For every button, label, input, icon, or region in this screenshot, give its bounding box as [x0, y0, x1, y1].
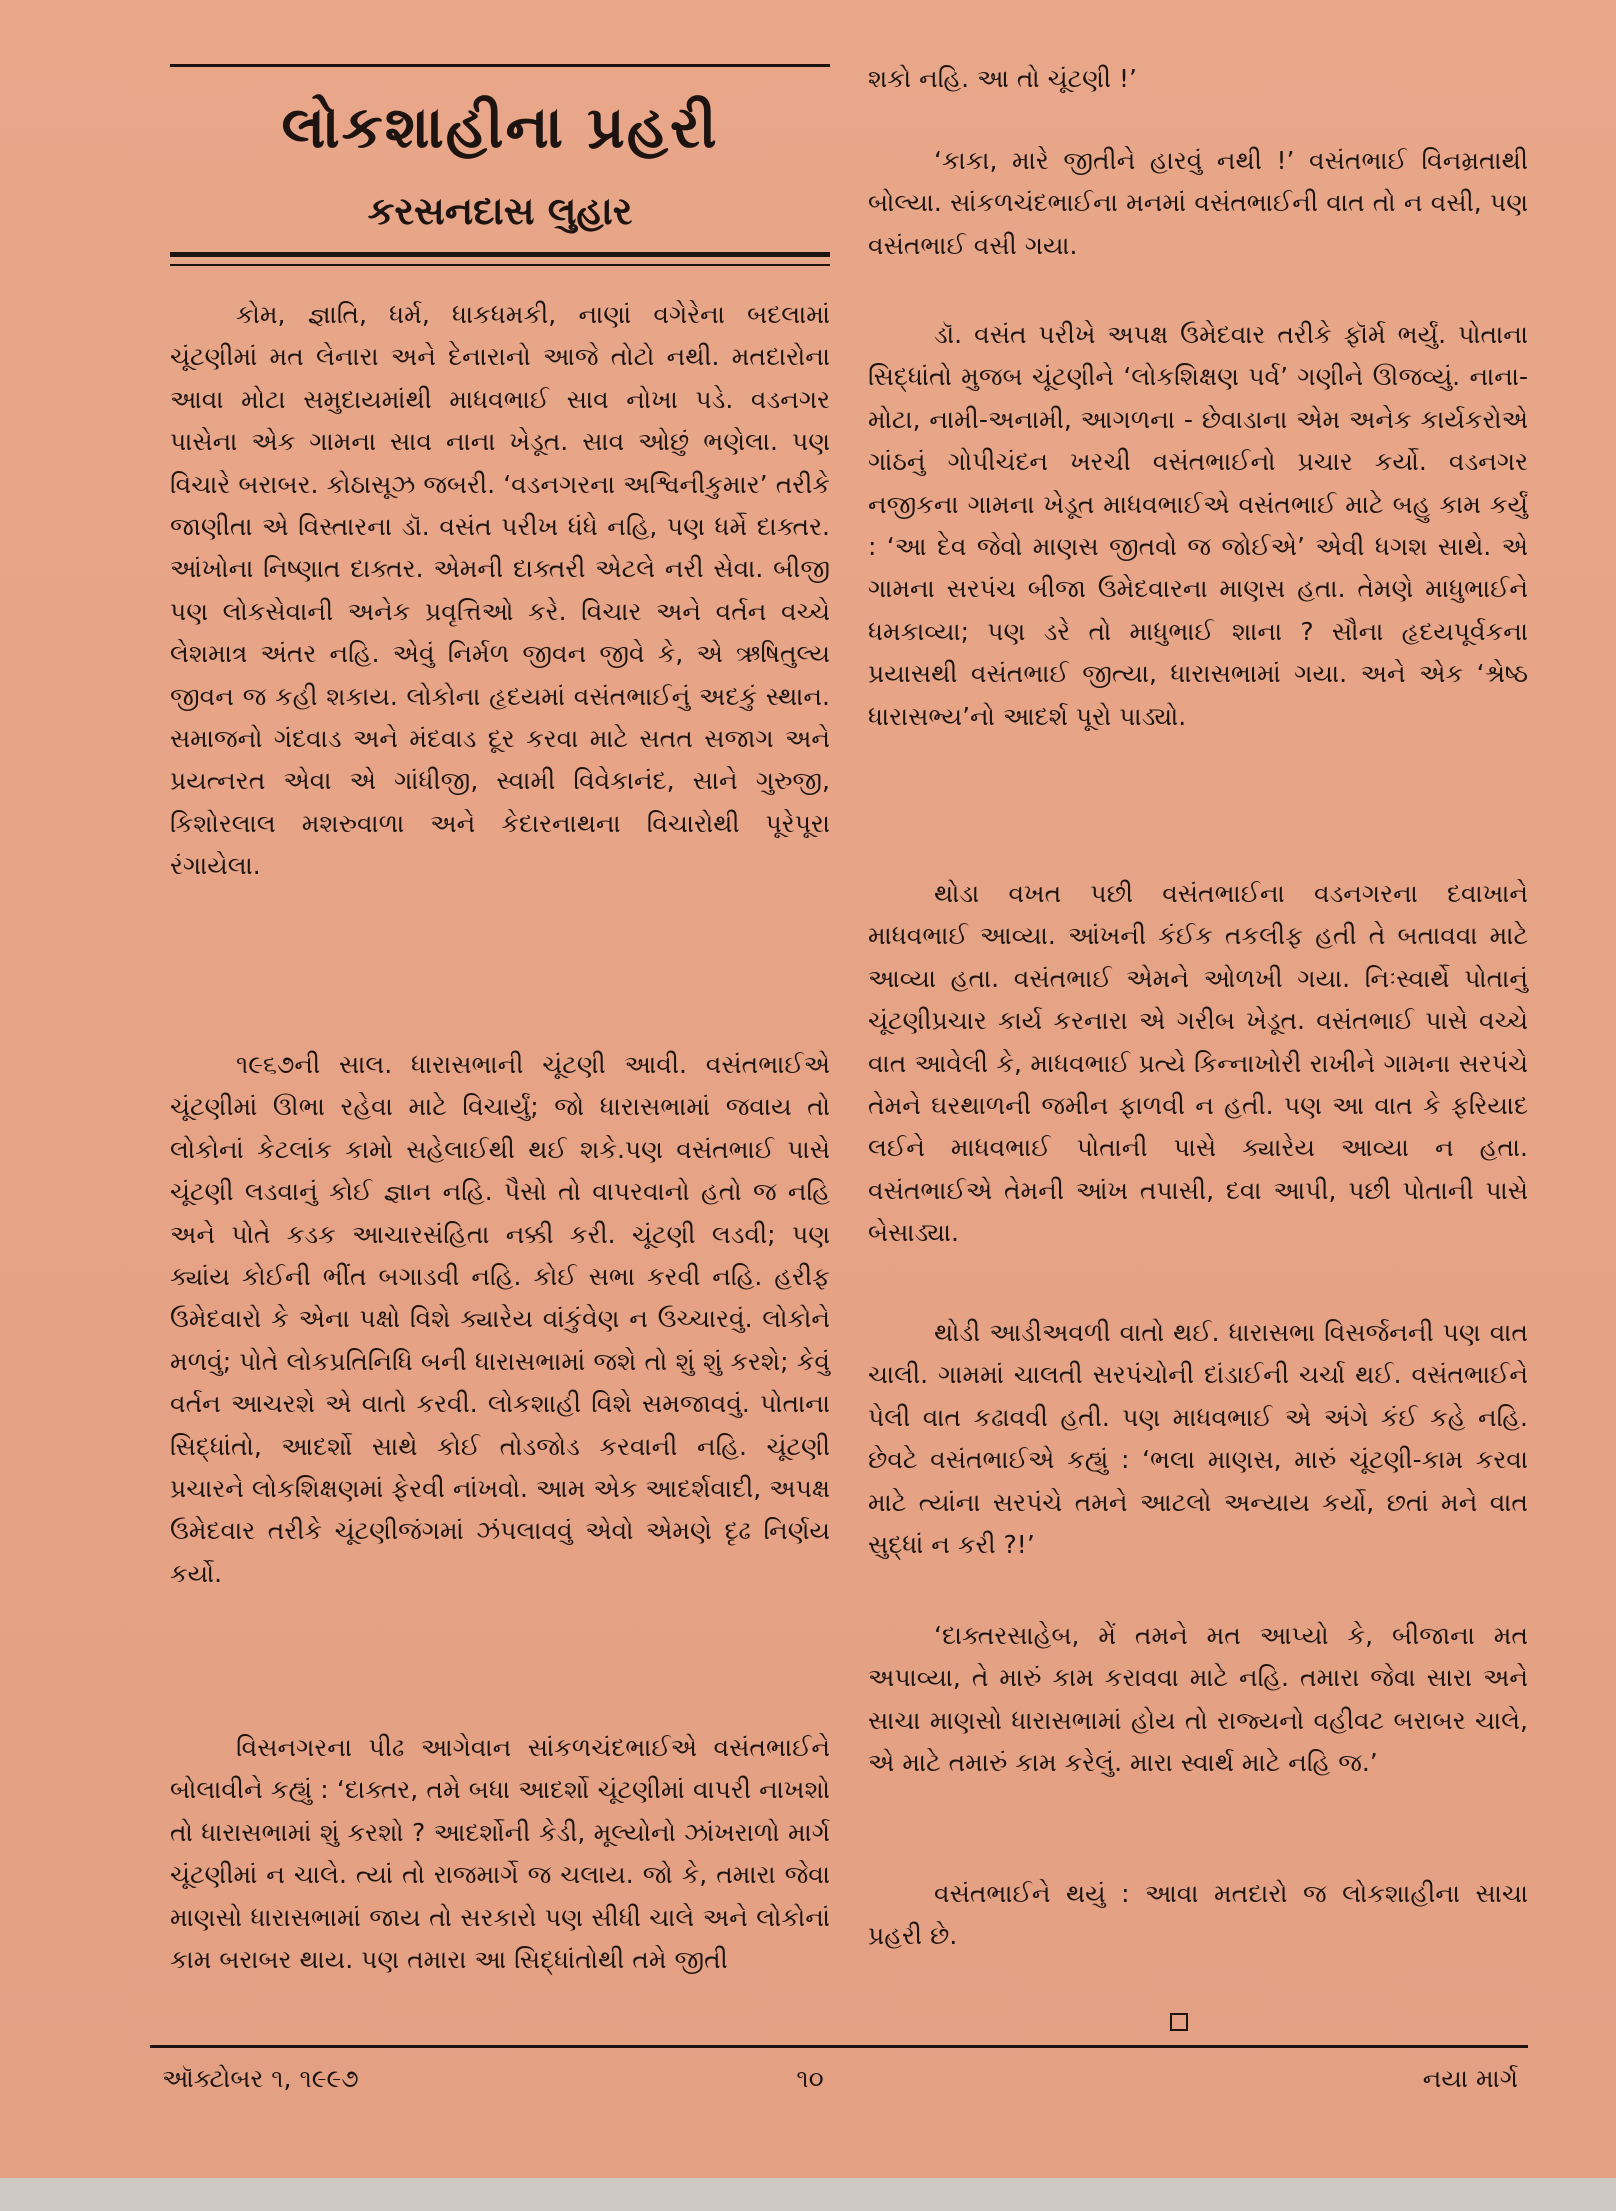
footer-rule — [150, 2045, 1528, 2048]
footer-date: ઑક્ટોબર ૧, ૧૯૯૭ — [162, 2064, 359, 2093]
paragraph-3: વિસનગરના પીઢ આગેવાન સાંકળચંદભાઈએ વસંતભાઈને બોલાવીને કહ્યું : ‘દાક્તર, તમે બધા આદર્શો ચૂંટણીમાં વાપરી નાખશો તો ધારાસભામાં શું કરશો ? આદર્શોની કેડી, મૂલ્યોનો ઝાંખરાળો માર્ગ ચૂંટણીમાં ન ચાલે. ત્યાં તો રાજમાર્ગે જ ચલાય. જો કે, તમારા જેવા માણસો ધારાસભામાં જાય તો સરકારો પણ સીધી ચાલે અને લોકોનાં કામ બરાબર થાય. પણ તમારા આ સિદ્ધાંતોથી તમે જીતી — [170, 1733, 830, 1975]
article-author: કરસનદાસ લુહાર — [367, 189, 633, 233]
paragraph-9: વસંતભાઈને થયું : આવા મતદારો જ લોકશાહીના સાચા પ્રહરી છે. — [868, 1879, 1528, 1951]
paragraph-7: થોડી આડીઅવળી વાતો થઈ. ધારાસભા વિસર્જનની પણ વાત ચાલી. ગામમાં ચાલતી સરપંચોની દાંડાઈની ચર્ચા થઈ. વસંતભાઈને પેલી વાત કઢાવવી હતી. પણ માધવભાઈ એ અંગે કંઈ કહે નહિ. છેવટે વસંતભાઈએ કહ્યું : ‘ભલા માણસ, મારું ચૂંટણી-કામ કરવા માટે ત્યાંના સરપંચે તમને આટલો અન્યાય કર્યો, છતાં મને વાત સુદ્ધાં ન કરી ?!’ — [868, 1318, 1528, 1560]
paragraph-1: કોમ, જ્ઞાતિ, ધર્મ, ધાકધમકી, નાણાં વગેરેના બદલામાં ચૂંટણીમાં મત લેનારા અને દેનારાનો આજે તોટો નથી. મતદારોના આવા મોટા સમુદાયમાંથી માધવભાઈ સાવ નોખા પડે. વડનગર પાસેના એક ગામના સાવ નાના ખેડૂત. સાવ ઓછું ભણેલા. પણ વિચારે બરાબર. કોઠાસૂઝ જબરી. ‘વડનગરના અશ્વિનીકુમાર’ તરીકે જાણીતા એ વિસ્તારના ડૉ. વસંત પરીખ ધંધે નહિ, પણ ધર્મે દાક્તર. આંખોના નિષ્ણાત દાક્તર. એમની દાક્તરી એટલે નરી સેવા. બીજી પણ લોકસેવાની અનેક પ્રવૃત્તિઓ કરે. વિચાર અને વર્તન વચ્ચે લેશમાત્ર અંતર નહિ. એવું નિર્મળ જીવન જીવે કે, એ ઋષિતુલ્ય જીવન જ કહી શકાય. લોકોના હૃદયમાં વસંતભાઈનું અદકું સ્થાન. સમાજનો ગંદવાડ અને મંદવાડ દૂર કરવા માટે સતત સજાગ અને પ્રયત્નરત એવા એ ગાંધીજી, સ્વામી વિવેકાનંદ, સાને ગુરુજી, કિશોરલાલ મશરુવાળા અને કેદારનાથના વિચારોથી પૂરેપૂરા રંગાયેલા. — [170, 300, 830, 881]
paragraph-4: ‘કાકા, મારે જીતીને હારવું નથી !’ વસંતભાઈ વિનમ્રતાથી બોલ્યા. સાંકળચંદભાઈના મનમાં વસંતભાઈની વાત તો ન વસી, પણ વસંતભાઈ વસી ગયા. — [868, 146, 1528, 260]
scan-edge — [0, 2178, 1616, 2211]
top-rule — [170, 64, 830, 67]
end-of-article-square-icon — [1170, 2013, 1188, 2031]
paragraph-6: થોડા વખત પછી વસંતભાઈના વડનગરના દવાખાને માધવભાઈ આવ્યા. આંખની કંઈક તકલીફ હતી તે બતાવવા માટે આવ્યા હતા. વસંતભાઈ એમને ઓળખી ગયા. નિઃસ્વાર્થે પોતાનું ચૂંટણીપ્રચાર કાર્ય કરનારા એ ગરીબ ખેડૂત. વસંતભાઈ પાસે વચ્ચે વાત આવેલી કે, માધવભાઈ પ્રત્યે કિન્નાખોરી રાખીને ગામના સરપંચે તેમને ઘરથાળની જમીન ફાળવી ન હતી. પણ આ વાત કે ફરિયાદ લઈને માધવભાઈ પોતાની પાસે ક્યારેય આવ્યા ન હતા. વસંતભાઈએ તેમની આંખ તપાસી, દવા આપી, પછી પોતાની પાસે બેસાડ્યા. — [868, 879, 1528, 1248]
paragraph-5: ડૉ. વસંત પરીખે અપક્ષ ઉમેદવાર તરીકે ફૉર્મ ભર્યું. પોતાના સિદ્ધાંતો મુજબ ચૂંટણીને ‘લોકશિક્ષણ પર્વ’ ગણીને ઊજવ્યું. નાના-મોટા, નામી-અનામી, આગળના - છેવાડાના એમ અનેક કાર્યકરોએ ગાંઠનું ગોપીચંદન ખરચી વસંતભાઈનો પ્રચાર કર્યો. વડનગર નજીકના ગામના ખેડૂત માધવભાઈએ વસંતભાઈ માટે બહુ કામ કર્યું : ‘આ દેવ જેવો માણસ જીતવો જ જોઈએ’ એવી ધગશ સાથે. એ ગામના સરપંચ બીજા ઉમેદવારના માણસ હતા. તેમણે માધુભાઈને ધમકાવ્યા; પણ ડરે તો માધુભાઈ શાના ? સૌના હૃદયપૂર્વકના પ્રયાસથી વસંતભાઈ જીત્યા, ધારાસભામાં ગયા. અને એક ‘શ્રેષ્ઠ ધારાસભ્ય’નો આદર્શ પૂરો પાડ્યો. — [868, 320, 1528, 731]
title-divider — [170, 252, 830, 266]
footer-publication: નયા માર્ગ — [1422, 2064, 1518, 2093]
footer-page-number: ૧૦ — [796, 2064, 824, 2093]
paragraph-3-continued: શકો નહિ. આ તો ચૂંટણી !’ — [868, 64, 1138, 93]
article-title: લોકશાહીના પ્રહરી — [281, 93, 719, 161]
paragraph-8: ‘દાક્તરસાહેબ, મેં તમને મત આપ્યો કે, બીજાના મત અપાવ્યા, તે મારું કામ કરાવવા માટે નહિ. તમારા જેવા સારા અને સાચા માણસો ધારાસભામાં હોય તો રાજ્યનો વહીવટ બરાબર ચાલે, એ માટે તમારું કામ કરેલું. મારા સ્વાર્થ માટે નહિ જ.’ — [868, 1621, 1528, 1778]
paragraph-2: ૧૯૬૭ની સાલ. ધારાસભાની ચૂંટણી આવી. વસંતભાઈએ ચૂંટણીમાં ઊભા રહેવા માટે વિચાર્યું; જો ધારાસભામાં જવાય તો લોકોનાં કેટલાંક કામો સહેલાઈથી થઈ શકે.પણ વસંતભાઈ પાસે ચૂંટણી લડવાનું કોઈ જ્ઞાન નહિ. પૈસો તો વાપરવાનો હતો જ નહિ અને પોતે કડક આચારસંહિતા નક્કી કરી. ચૂંટણી લડવી; પણ ક્યાંય કોઈની ભીંત બગાડવી નહિ. કોઈ સભા કરવી નહિ. હરીફ ઉમેદવારો કે એના પક્ષો વિશે ક્યારેય વાંકુંવેણ ન ઉચ્ચારવું. લોકોને મળવું; પોતે લોકપ્રતિનિધિ બની ધારાસભામાં જશે તો શું શું કરશે; કેવું વર્તન આચરશે એ વાતો કરવી. લોકશાહી વિશે સમજાવવું. પોતાના સિદ્ધાંતો, આદર્શો સાથે કોઈ તોડજોડ કરવાની નહિ. ચૂંટણી પ્રચારને લોકશિક્ષણમાં ફેરવી નાંખવો. આમ એક આદર્શવાદી, અપક્ષ ઉમેદવાર તરીકે ચૂંટણીજંગમાં ઝંપલાવવું એવો એમણે દૃઢ નિર્ણય કર્યો. — [170, 1050, 830, 1588]
